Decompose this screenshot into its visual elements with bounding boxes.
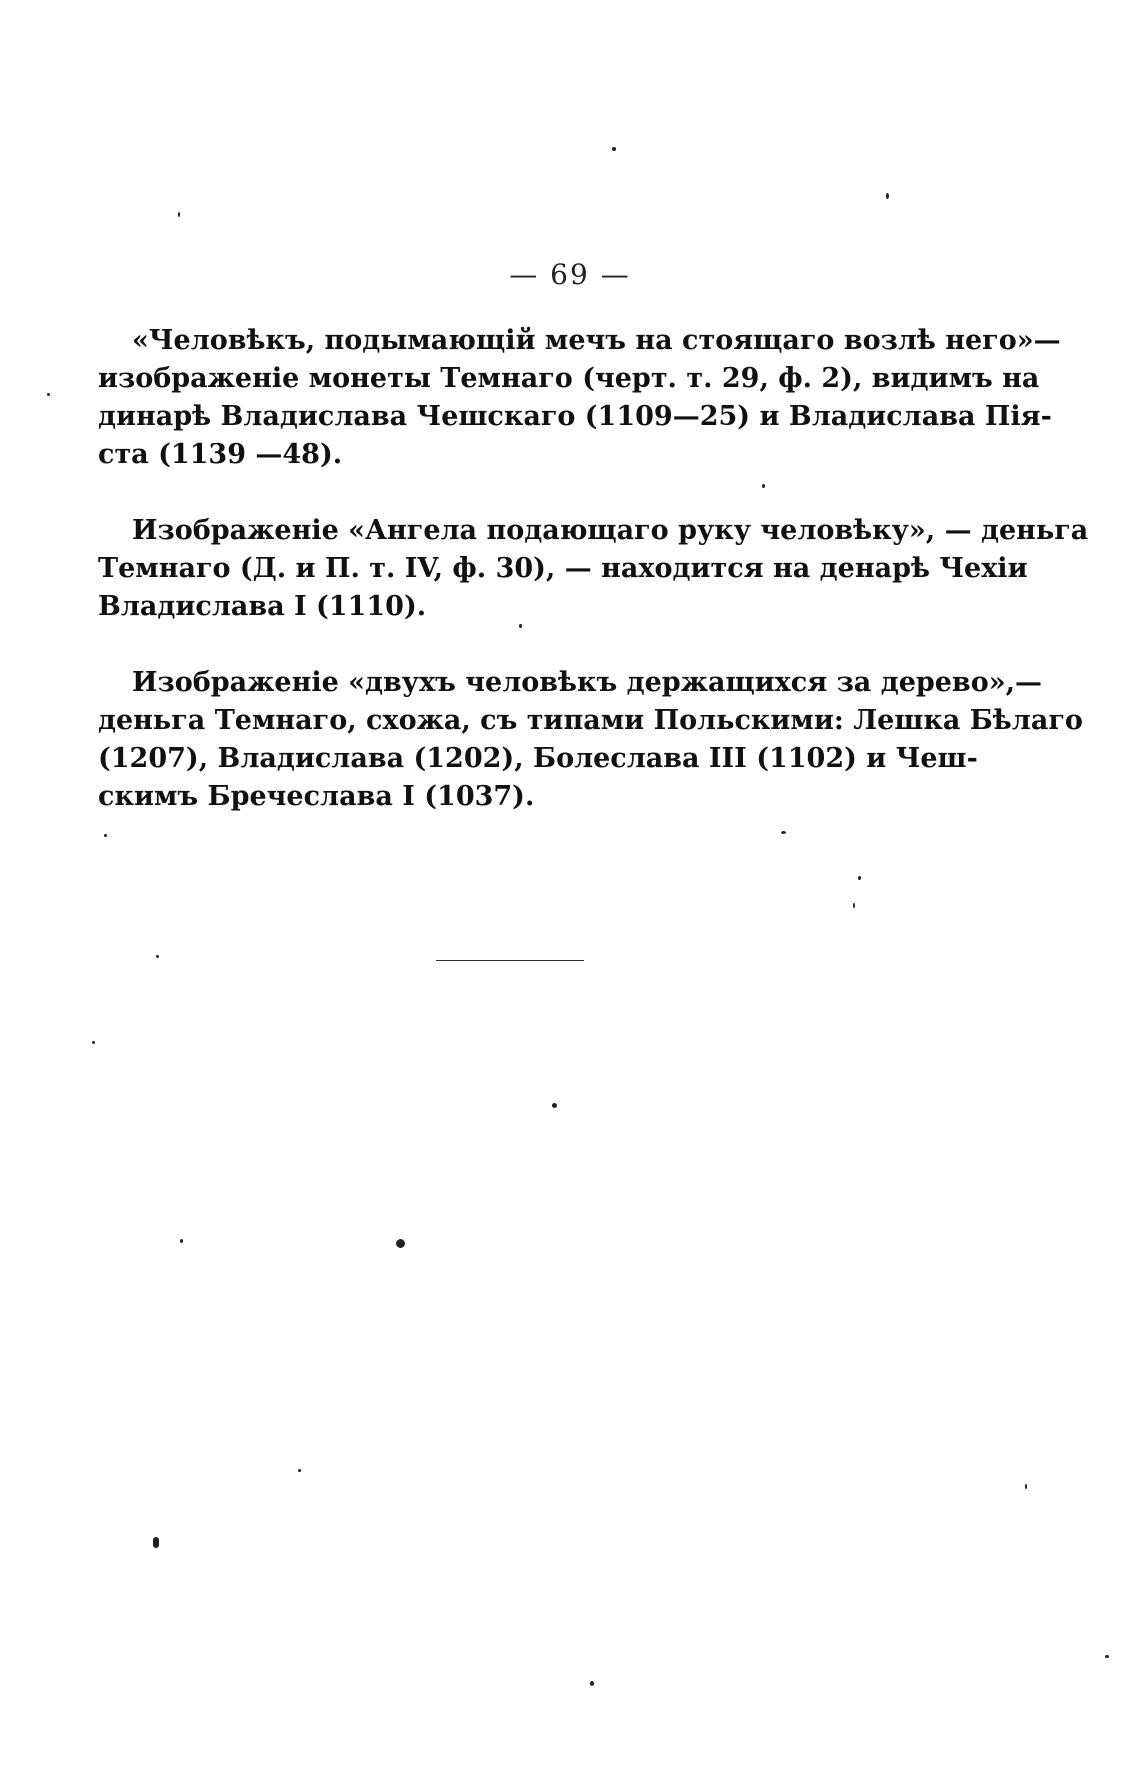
scan-speck [1025, 1484, 1027, 1489]
scan-speck [396, 1239, 405, 1248]
scan-speck [781, 831, 786, 834]
scan-speck [762, 484, 765, 488]
scan-speck [612, 147, 616, 151]
scan-speck [92, 1041, 95, 1044]
scan-speck [298, 1469, 301, 1472]
paragraph-line: изображеніе монеты Темнаго (черт. т. 29, ф. 2), видимъ на [98, 363, 1040, 394]
scan-speck [853, 903, 855, 908]
paragraph-line: Изображеніе «Ангела подающаго руку человѣку», — деньга [132, 515, 1089, 546]
scan-speck [180, 1239, 183, 1243]
scan-speck [156, 955, 159, 958]
paragraph-3 [98, 664, 1083, 816]
scan-speck [47, 393, 50, 396]
page-number: — 69 — [509, 258, 631, 291]
paragraph-1 [98, 322, 1061, 474]
scan-speck [153, 1537, 159, 1548]
scan-speck [552, 1103, 557, 1108]
scan-speck [104, 834, 107, 837]
paragraph-line: «Человѣкъ, подымающій мечъ на стоящаго возлѣ него»— [132, 325, 1061, 356]
paragraph-line: ста (1139 —48). [98, 439, 343, 470]
scan-speck [590, 1681, 594, 1686]
scan-speck [886, 193, 889, 199]
paragraph-line: Изображеніе «двухъ человѣкъ держащихся за дерево»,— [132, 667, 1042, 698]
scan-speck [178, 212, 180, 217]
paragraph-line: деньга Темнаго, схожа, съ типами Польскими: Лешка Бѣлаго [98, 705, 1083, 736]
scan-speck [858, 876, 861, 880]
paragraph-line: динарѣ Владислава Чешскаго (1109—25) и Владислава Пія- [98, 401, 1052, 432]
paragraph-line: Темнаго (Д. и П. т. IV, ф. 30), — находится на денарѣ Чехіи [98, 553, 1028, 584]
scan-speck [1105, 1655, 1109, 1658]
paragraph-line: Владислава I (1110). [98, 591, 427, 622]
paragraph-2 [98, 512, 1089, 626]
scan-speck [519, 624, 522, 628]
paragraph-line: скимъ Бречеслава I (1037). [98, 781, 535, 812]
paragraph-line: (1207), Владислава (1202), Болеслава III (1102) и Чеш- [98, 743, 978, 774]
end-divider-rule [436, 960, 584, 961]
